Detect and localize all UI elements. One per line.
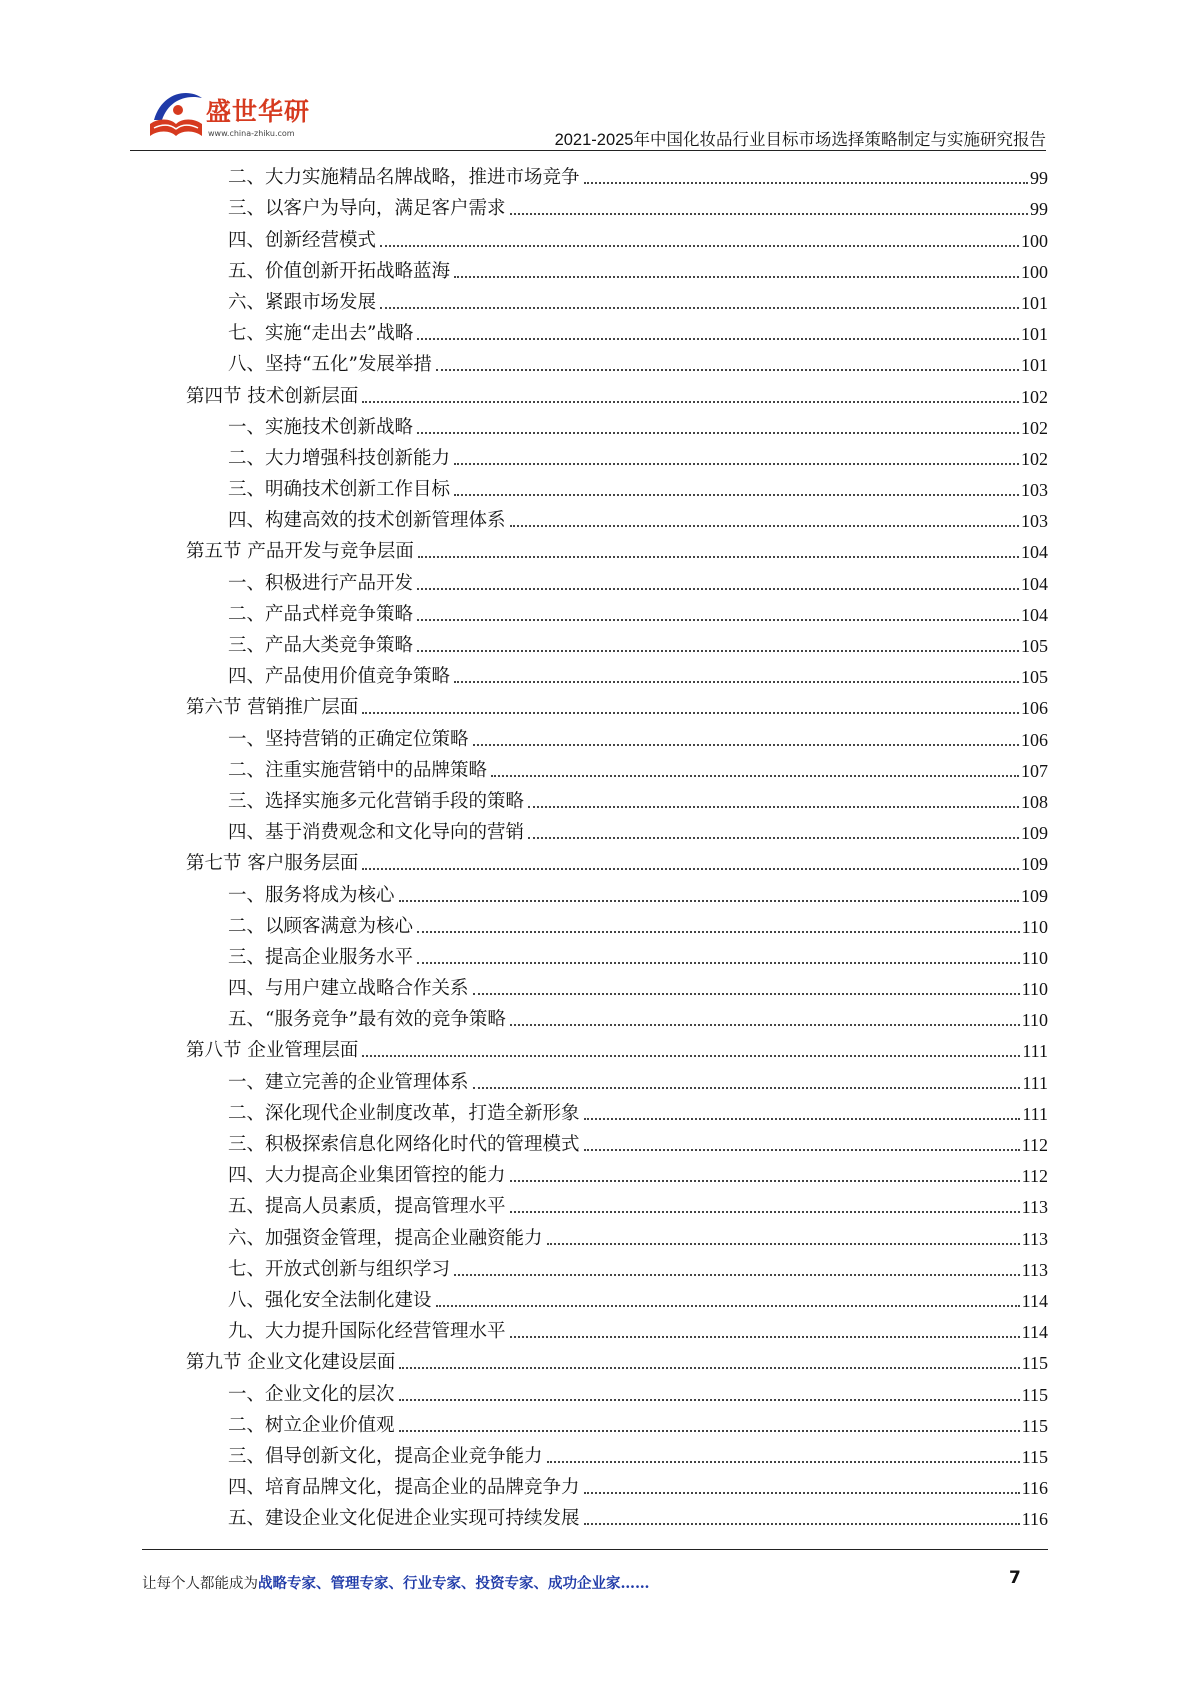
toc-dot-leader: [473, 1087, 1021, 1089]
toc-entry-page: 111: [1022, 1041, 1048, 1062]
toc-entry-label: 三、明确技术创新工作目标: [228, 479, 451, 501]
toc-subsection-entry[interactable]: [186, 628, 1048, 659]
toc-dot-leader: [584, 1118, 1021, 1120]
toc-entry-label: 三、倡导创新文化，提高企业竞争能力: [228, 1445, 543, 1467]
page-number: 7: [1009, 1568, 1021, 1588]
toc-entry-label: 一、服务将成为核心: [228, 884, 395, 906]
toc-dot-leader: [417, 931, 1020, 933]
page-header: [130, 80, 1046, 166]
toc-dot-leader: [417, 588, 1019, 590]
toc-dot-leader: [417, 432, 1019, 434]
toc-subsection-entry[interactable]: [186, 1314, 1048, 1345]
toc-subsection-entry[interactable]: [186, 160, 1048, 191]
toc-entry-label: 五、提高人员素质，提高管理水平: [228, 1196, 506, 1218]
toc-entry-page: 111: [1022, 1103, 1048, 1124]
toc-dot-leader: [473, 744, 1019, 746]
toc-subsection-entry[interactable]: [186, 1470, 1048, 1501]
toc-dot-leader: [454, 463, 1019, 465]
toc-subsection-entry[interactable]: [186, 1002, 1048, 1033]
toc-entry-label: 第六节 营销推广层面: [186, 697, 359, 719]
toc-subsection-entry[interactable]: [186, 971, 1048, 1002]
toc-subsection-entry[interactable]: [186, 222, 1048, 253]
toc-subsection-entry[interactable]: [186, 1220, 1048, 1251]
toc-entry-page: 99: [1030, 168, 1048, 189]
toc-dot-leader: [584, 1492, 1020, 1494]
toc-dot-leader: [417, 962, 1020, 964]
toc-entry-page: 109: [1021, 885, 1048, 906]
toc-subsection-entry[interactable]: [186, 1283, 1048, 1314]
toc-entry-page: 112: [1021, 1135, 1048, 1155]
toc-entry-page: 110: [1021, 916, 1048, 937]
toc-entry-page: 114: [1021, 1322, 1048, 1343]
toc-dot-leader: [417, 619, 1019, 621]
toc-entry-label: 第八节 企业管理层面: [186, 1040, 359, 1062]
toc-entry-page: 101: [1021, 355, 1048, 376]
toc-subsection-entry[interactable]: [186, 1376, 1048, 1407]
toc-entry-label: 五、价值创新开拓战略蓝海: [228, 260, 451, 282]
toc-dot-leader: [584, 182, 1028, 184]
toc-dot-leader: [362, 868, 1019, 870]
toc-entry-page: 109: [1021, 854, 1048, 875]
toc-subsection-entry[interactable]: [186, 254, 1048, 285]
toc-dot-leader: [399, 900, 1019, 902]
toc-entry-page: 104: [1021, 604, 1048, 625]
toc-entry-label: 三、积极探索信息化网络化时代的管理模式: [228, 1134, 580, 1155]
toc-entry-page: 108: [1021, 791, 1048, 812]
toc-dot-leader: [380, 245, 1019, 247]
toc-entry-page: 109: [1021, 823, 1048, 844]
toc-entry-page: 99: [1030, 199, 1048, 220]
toc-entry-page: 115: [1021, 1415, 1048, 1436]
footer-divider: [142, 1549, 1048, 1550]
toc-subsection-entry[interactable]: [186, 659, 1048, 690]
toc-entry-page: 102: [1021, 417, 1048, 438]
toc-entry-label: 第四节 技术创新层面: [186, 385, 359, 407]
toc-dot-leader: [547, 1243, 1020, 1245]
toc-subsection-entry[interactable]: [186, 1064, 1048, 1095]
toc-entry-label: 一、积极进行产品开发: [228, 572, 414, 594]
toc-entry-page: 112: [1021, 1166, 1048, 1187]
toc-dot-leader: [362, 1055, 1020, 1057]
toc-entry-page: 100: [1021, 230, 1048, 251]
toc-dot-leader: [418, 556, 1019, 558]
toc-entry-label: 六、紧跟市场发展: [228, 291, 377, 313]
toc-dot-leader: [399, 1399, 1020, 1401]
toc-entry-page: 102: [1021, 448, 1048, 469]
toc-entry-label: 二、产品式样竞争策略: [228, 603, 414, 625]
toc-entry-page: 107: [1021, 760, 1048, 781]
toc-dot-leader: [399, 1430, 1020, 1432]
toc-entry-label: 三、提高企业服务水平: [228, 946, 414, 968]
toc-subsection-entry[interactable]: [186, 565, 1048, 596]
toc-entry-page: 100: [1021, 261, 1048, 282]
toc-entry-label: 三、以客户为导向，满足客户需求: [228, 198, 506, 220]
footer-slogan: [142, 1572, 650, 1593]
toc-subsection-entry[interactable]: [186, 1189, 1048, 1220]
toc-section-entry[interactable]: [186, 1033, 1048, 1064]
toc-subsection-entry[interactable]: [186, 597, 1048, 628]
toc-dot-leader: [454, 681, 1019, 683]
toc-dot-leader: [362, 401, 1019, 403]
header-divider: [130, 150, 1046, 151]
footer-slogan-emphasis: 战略专家、管理专家、行业专家、投资专家、成功企业家……: [258, 1575, 650, 1592]
toc-entry-label: 一、实施技术创新战略: [228, 416, 414, 438]
toc-entry-page: 116: [1021, 1478, 1048, 1499]
toc-entry-label: 四、与用户建立战略合作关系: [228, 978, 469, 1000]
toc-entry-page: 101: [1021, 324, 1048, 345]
toc-entry-page: 110: [1021, 1010, 1048, 1031]
toc-entry-label: 四、构建高效的技术创新管理体系: [228, 510, 506, 532]
toc-dot-leader: [491, 775, 1019, 777]
toc-dot-leader: [584, 1149, 1020, 1151]
toc-subsection-entry[interactable]: [186, 441, 1048, 472]
toc-entry-label: 二、大力增强科技创新能力: [228, 447, 451, 469]
toc-entry-page: 101: [1021, 292, 1048, 313]
toc-section-entry[interactable]: [186, 690, 1048, 721]
toc-dot-leader: [417, 338, 1019, 340]
toc-entry-label: 七、实施“走出去”战略: [228, 323, 414, 345]
toc-entry-page: 104: [1021, 573, 1048, 594]
toc-entry-label: 四、产品使用价值竞争策略: [228, 666, 451, 688]
toc-subsection-entry[interactable]: [186, 1408, 1048, 1439]
toc-entry-label: 四、创新经营模式: [228, 229, 377, 251]
toc-subsection-entry[interactable]: [186, 1127, 1048, 1158]
toc-subsection-entry[interactable]: [186, 316, 1048, 347]
toc-subsection-entry[interactable]: [186, 1158, 1048, 1189]
toc-entry-label: 三、产品大类竞争策略: [228, 635, 414, 656]
toc-entry-page: 110: [1021, 947, 1048, 968]
toc-entry-page: 110: [1021, 979, 1048, 1000]
toc-subsection-entry[interactable]: [186, 784, 1048, 815]
toc-dot-leader: [510, 1024, 1020, 1026]
footer-slogan-lead: 让每个人都能成为: [142, 1576, 258, 1592]
toc-entry-page: 105: [1021, 636, 1048, 656]
toc-entry-page: 115: [1021, 1446, 1048, 1467]
toc-entry-label: 八、坚持“五化”发展举措: [228, 354, 432, 376]
toc-entry-label: 五、“服务竞争”最有效的竞争策略: [228, 1009, 506, 1031]
toc-entry-label: 五、建设企业文化促进企业实现可持续发展: [228, 1508, 580, 1530]
toc-dot-leader: [510, 1336, 1020, 1338]
toc-entry-label: 四、培育品牌文化，提高企业的品牌竞争力: [228, 1477, 580, 1499]
toc-entry-label: 二、深化现代企业制度改革，打造全新形象: [228, 1102, 580, 1124]
toc-dot-leader: [510, 1180, 1020, 1182]
toc-dot-leader: [528, 806, 1019, 808]
toc-subsection-entry[interactable]: [186, 1096, 1048, 1127]
toc-subsection-entry[interactable]: [186, 753, 1048, 784]
toc-subsection-entry[interactable]: [186, 721, 1048, 752]
toc-entry-label: 六、加强资金管理，提高企业融资能力: [228, 1227, 543, 1249]
toc-subsection-entry[interactable]: [186, 1252, 1048, 1283]
toc-entry-page: 106: [1021, 698, 1048, 719]
toc-dot-leader: [510, 213, 1028, 215]
toc-dot-leader: [362, 712, 1019, 714]
toc-entry-page: 113: [1021, 1197, 1048, 1218]
toc-subsection-entry[interactable]: [186, 940, 1048, 971]
toc-dot-leader: [454, 494, 1019, 496]
toc-dot-leader: [454, 1274, 1020, 1276]
toc-dot-leader: [584, 1523, 1020, 1525]
toc-subsection-entry[interactable]: [186, 347, 1048, 378]
toc-subsection-entry[interactable]: [186, 909, 1048, 940]
logo-brand-name: 盛世华研: [206, 97, 311, 126]
toc-entry-label: 一、建立完善的企业管理体系: [228, 1071, 469, 1093]
toc-section-entry[interactable]: [186, 534, 1048, 565]
logo-book-icon: [144, 86, 208, 146]
toc-entry-label: 四、大力提高企业集团管控的能力: [228, 1165, 506, 1187]
toc-entry-page: 115: [1021, 1384, 1048, 1405]
toc-entry-label: 二、注重实施营销中的品牌策略: [228, 759, 488, 781]
toc-entry-label: 二、树立企业价值观: [228, 1414, 395, 1436]
toc-entry-label: 二、以顾客满意为核心: [228, 915, 414, 937]
toc-dot-leader: [417, 650, 1019, 652]
toc-subsection-entry[interactable]: [186, 410, 1048, 441]
table-of-contents: [186, 160, 1048, 1532]
report-title: 2021-2025年中国化妆品行业目标市场选择策略制定与实施研究报告: [554, 131, 1046, 149]
toc-entry-page: 104: [1021, 542, 1048, 563]
toc-entry-label: 九、大力提升国际化经营管理水平: [228, 1321, 506, 1343]
toc-subsection-entry[interactable]: [186, 815, 1048, 846]
toc-entry-label: 一、企业文化的层次: [228, 1383, 395, 1405]
toc-dot-leader: [380, 307, 1019, 309]
toc-dot-leader: [510, 1211, 1020, 1213]
toc-entry-label: 二、大力实施精品名牌战略，推进市场竞争: [228, 167, 580, 189]
toc-entry-page: 114: [1021, 1290, 1048, 1311]
toc-dot-leader: [528, 837, 1019, 839]
toc-entry-page: 111: [1022, 1072, 1048, 1093]
toc-entry-label: 第七节 客户服务层面: [186, 853, 359, 875]
toc-entry-page: 113: [1021, 1228, 1048, 1249]
toc-entry-page: 115: [1021, 1353, 1048, 1374]
toc-section-entry[interactable]: [186, 1345, 1048, 1376]
toc-entry-label: 三、选择实施多元化营销手段的策略: [228, 790, 525, 812]
toc-dot-leader: [399, 1367, 1019, 1369]
toc-dot-leader: [436, 1305, 1020, 1307]
toc-entry-page: 103: [1021, 511, 1048, 532]
logo-website: www.china-zhiku.com: [208, 129, 295, 138]
toc-dot-leader: [454, 276, 1019, 278]
toc-entry-label: 一、坚持营销的正确定位策略: [228, 728, 469, 750]
toc-entry-page: 106: [1021, 729, 1048, 750]
toc-entry-page: 105: [1021, 667, 1048, 688]
toc-subsection-entry[interactable]: [186, 285, 1048, 316]
company-logo: [144, 86, 324, 146]
toc-entry-page: 103: [1021, 480, 1048, 501]
toc-subsection-entry[interactable]: [186, 472, 1048, 503]
toc-entry-label: 七、开放式创新与组织学习: [228, 1258, 451, 1280]
toc-entry-page: 116: [1021, 1509, 1048, 1530]
toc-subsection-entry[interactable]: [186, 877, 1048, 908]
toc-dot-leader: [473, 993, 1020, 995]
toc-entry-label: 八、强化安全法制化建设: [228, 1289, 432, 1311]
toc-entry-label: 第五节 产品开发与竞争层面: [186, 541, 414, 563]
toc-section-entry[interactable]: [186, 378, 1048, 409]
toc-dot-leader: [510, 525, 1019, 527]
toc-entry-page: 113: [1021, 1259, 1048, 1280]
toc-entry-label: 第九节 企业文化建设层面: [186, 1352, 396, 1374]
toc-section-entry[interactable]: [186, 846, 1048, 877]
toc-subsection-entry[interactable]: [186, 1439, 1048, 1470]
toc-entry-label: 四、基于消费观念和文化导向的营销: [228, 822, 525, 844]
toc-subsection-entry[interactable]: [186, 503, 1048, 534]
toc-entry-page: 102: [1021, 386, 1048, 407]
toc-subsection-entry[interactable]: [186, 1501, 1048, 1532]
toc-subsection-entry[interactable]: [186, 191, 1048, 222]
toc-dot-leader: [547, 1461, 1020, 1463]
toc-dot-leader: [436, 369, 1019, 371]
